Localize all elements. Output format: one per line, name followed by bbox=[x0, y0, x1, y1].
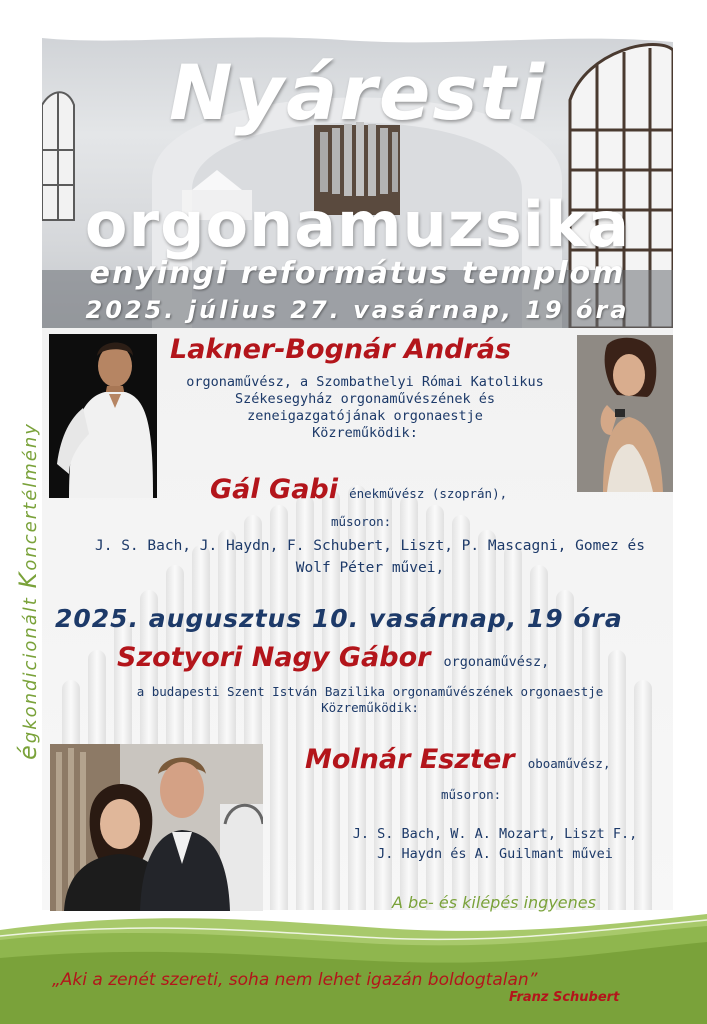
guest2-line bbox=[305, 744, 610, 775]
performer2-description bbox=[110, 684, 630, 716]
program2-label: műsoron: bbox=[441, 787, 502, 802]
church-interior-photo bbox=[42, 30, 673, 328]
description-line: orgonaművész, a Szombathelyi Római Katolikus bbox=[186, 374, 544, 390]
program-line: Wolf Péter művei, bbox=[295, 560, 445, 576]
schubert-quote: „Aki a zenét szereti, soha nem lehet igazán boldogtalan” bbox=[52, 970, 538, 990]
performer2-name: Szotyori Nagy Gábor bbox=[117, 642, 431, 673]
performer1-description bbox=[160, 374, 570, 442]
second-concert-date: 2025. augusztus 10. vasárnap, 19 óra bbox=[55, 604, 623, 633]
program1-list bbox=[40, 535, 700, 579]
performer2-line bbox=[117, 642, 549, 673]
green-wave-band bbox=[0, 900, 707, 1024]
guest1-line bbox=[210, 474, 507, 505]
program-line: J. S. Bach, W. A. Mozart, Liszt F., bbox=[352, 826, 638, 842]
program1-label: műsoron: bbox=[331, 514, 392, 529]
poster-title-line2: orgonamuzsika bbox=[84, 188, 631, 261]
poster-title-line1: Nyáresti bbox=[168, 48, 547, 137]
guest1-role: énekművész (szoprán), bbox=[349, 486, 508, 501]
quote-author: Franz Schubert bbox=[509, 990, 620, 1005]
soprano-photo bbox=[577, 335, 673, 492]
guest1-name: Gál Gabi bbox=[210, 474, 338, 505]
program2-list bbox=[340, 824, 650, 864]
free-entry-text: A be- és kilépés ingyenes bbox=[392, 893, 596, 912]
description-line: zeneigazgatójának orgonaestje bbox=[247, 408, 483, 424]
performer2-role: orgonaművész, bbox=[443, 654, 550, 670]
venue-text: enyingi református templom bbox=[89, 256, 626, 291]
performer1-name: Lakner-Bognár András bbox=[170, 334, 512, 365]
description-line: Közreműködik: bbox=[321, 700, 419, 715]
program-line: J. Haydn és A. Guilmant művei bbox=[377, 846, 613, 862]
duo-photo bbox=[50, 744, 263, 911]
description-line: Közreműködik: bbox=[312, 425, 418, 441]
organist-photo bbox=[49, 334, 157, 498]
program-line: J. S. Bach, J. Haydn, F. Schubert, Liszt, P. Mascagni, Gomez és bbox=[95, 538, 645, 554]
guest2-name: Molnár Eszter bbox=[305, 744, 515, 775]
description-line: Székesegyház orgonaművészének és bbox=[234, 391, 496, 407]
description-line: a budapesti Szent István Bazilika orgonaművészének orgonaestje bbox=[136, 684, 604, 699]
side-vertical-text: égkondicionált Koncertélmény bbox=[14, 422, 42, 760]
guest2-role: oboaművész, bbox=[527, 756, 611, 771]
first-concert-date: 2025. július 27. vasárnap, 19 óra bbox=[85, 296, 630, 324]
